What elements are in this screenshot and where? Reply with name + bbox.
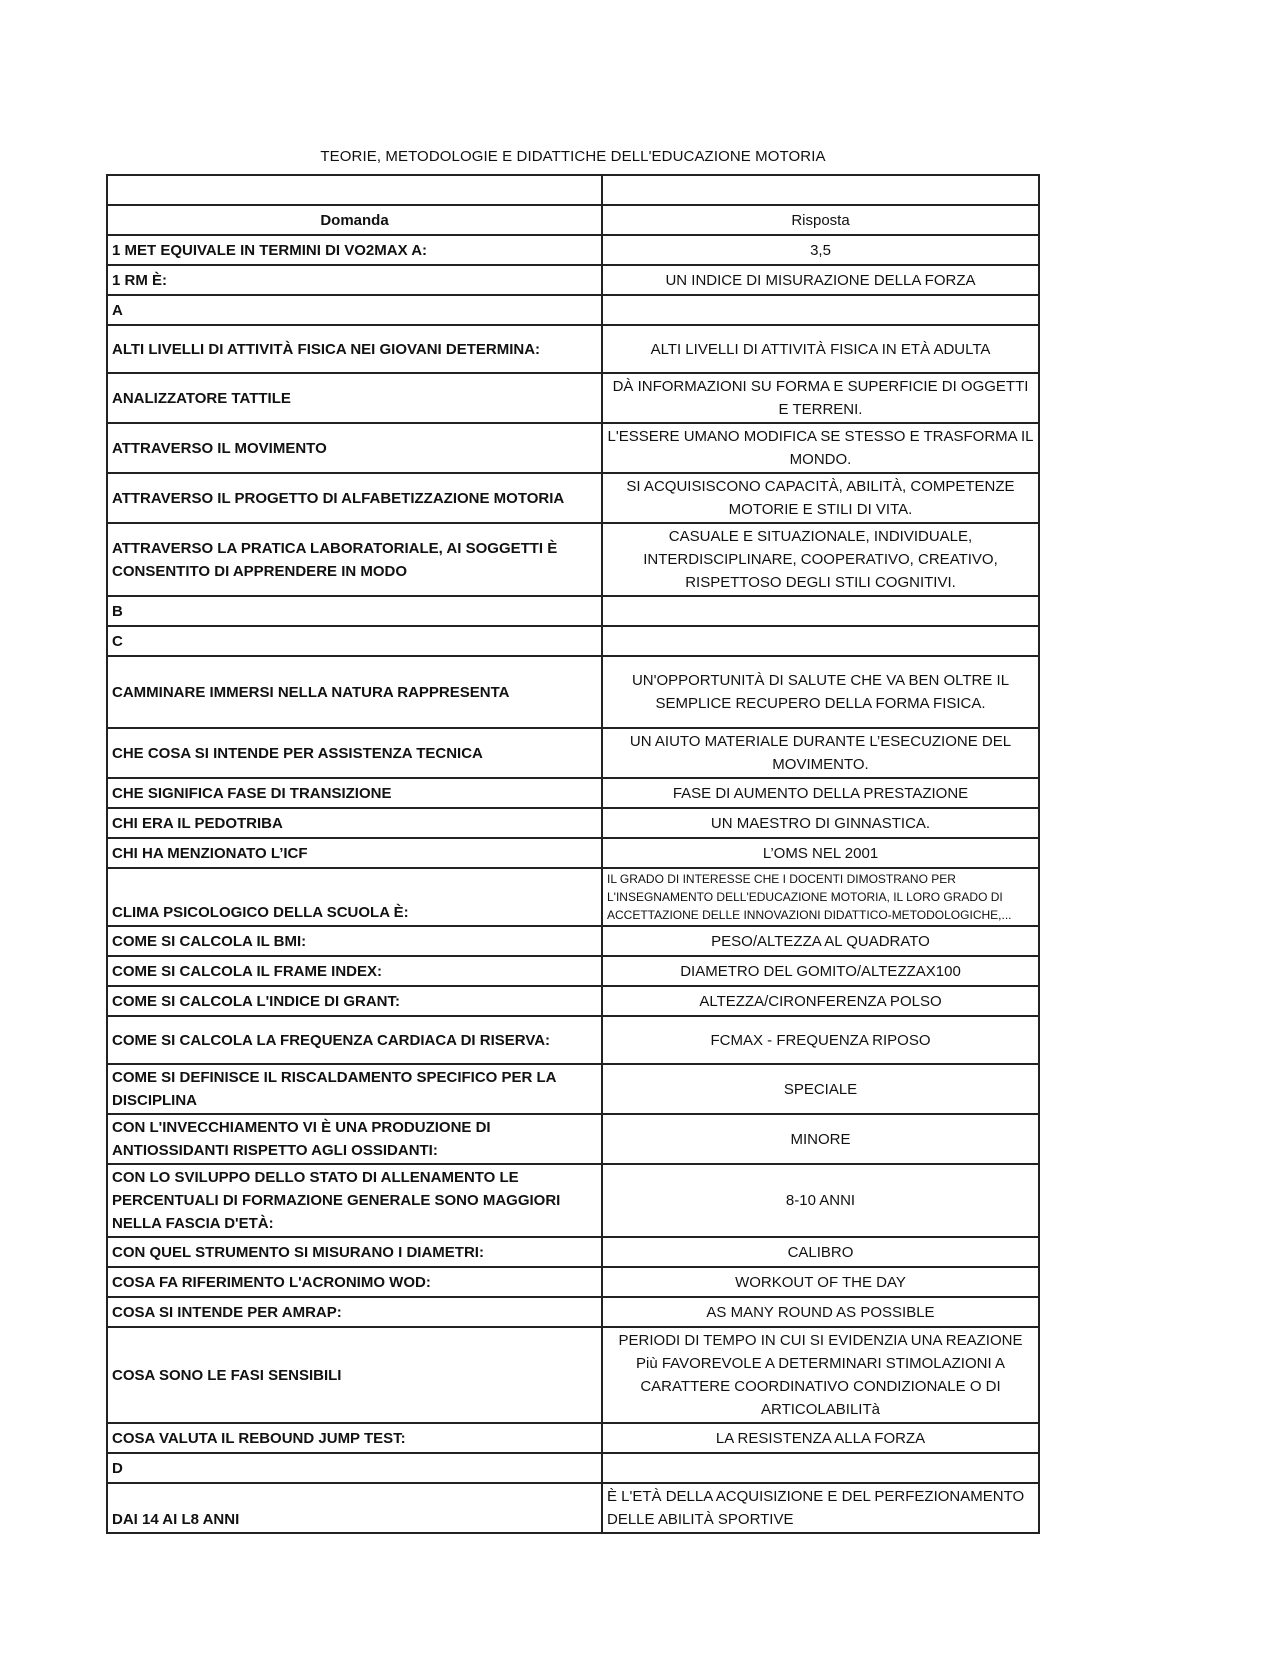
table-row — [107, 1267, 1039, 1297]
question-cell: CHI HA MENZIONATO L’ICF — [107, 838, 602, 868]
empty-cell — [602, 175, 1039, 205]
question-cell: COSA VALUTA IL REBOUND JUMP TEST: — [107, 1423, 602, 1453]
question-cell: CON L'INVECCHIAMENTO VI È UNA PRODUZIONE DI ANTIOSSIDANTI RISPETTO AGLI OSSIDANTI: — [107, 1114, 602, 1164]
table-row — [107, 956, 1039, 986]
question-cell: ANALIZZATORE TATTILE — [107, 373, 602, 423]
answer-cell: 8-10 ANNI — [602, 1164, 1039, 1237]
question-cell: COME SI CALCOLA IL BMI: — [107, 926, 602, 956]
table-row — [107, 1483, 1039, 1533]
answer-cell: ALTI LIVELLI DI ATTIVITÀ FISICA IN ETÀ ADULTA — [602, 325, 1039, 373]
table-header-row — [107, 205, 1039, 235]
section-letter: B — [107, 596, 602, 626]
table-row — [107, 1423, 1039, 1453]
answer-cell: UN AIUTO MATERIALE DURANTE L’ESECUZIONE DEL MOVIMENTO. — [602, 728, 1039, 778]
answer-cell — [602, 596, 1039, 626]
question-cell: CAMMINARE IMMERSI NELLA NATURA RAPPRESENTA — [107, 656, 602, 728]
answer-cell: ALTEZZA/CIRONFERENZA POLSO — [602, 986, 1039, 1016]
answer-cell: FCMAX - FREQUENZA RIPOSO — [602, 1016, 1039, 1064]
answer-cell: CASUALE E SITUAZIONALE, INDIVIDUALE, INTERDISCIPLINARE, COOPERATIVO, CREATIVO, RISPETTOSO DEGLI STILI COGNITIVI. — [602, 523, 1039, 596]
table-row — [107, 1064, 1039, 1114]
answer-cell — [602, 626, 1039, 656]
answer-cell: DÀ INFORMAZIONI SU FORMA E SUPERFICIE DI OGGETTI E TERRENI. — [602, 373, 1039, 423]
question-cell: 1 RM È: — [107, 265, 602, 295]
document-title: TEORIE, METODOLOGIE E DIDATTICHE DELL'EDUCAZIONE MOTORIA — [320, 148, 826, 165]
table-row — [107, 325, 1039, 373]
answer-cell: AS MANY ROUND AS POSSIBLE — [602, 1297, 1039, 1327]
question-cell: COSA SONO LE FASI SENSIBILI — [107, 1327, 602, 1423]
answer-cell: È L'ETÀ DELLA ACQUISIZIONE E DEL PERFEZIONAMENTO DELLE ABILITÀ SPORTIVE — [602, 1483, 1039, 1533]
section-row — [107, 295, 1039, 325]
question-cell: COSA SI INTENDE PER AMRAP: — [107, 1297, 602, 1327]
answer-cell: L’OMS NEL 2001 — [602, 838, 1039, 868]
answer-cell: SI ACQUISISCONO CAPACITÀ, ABILITÀ, COMPETENZE MOTORIE E STILI DI VITA. — [602, 473, 1039, 523]
table-row — [107, 235, 1039, 265]
answer-cell: 3,5 — [602, 235, 1039, 265]
answer-cell: DIAMETRO DEL GOMITO/ALTEZZAX100 — [602, 956, 1039, 986]
answer-cell: SPECIALE — [602, 1064, 1039, 1114]
table-row — [107, 868, 1039, 926]
section-row — [107, 626, 1039, 656]
header-answer: Risposta — [602, 205, 1039, 235]
question-cell: CON QUEL STRUMENTO SI MISURANO I DIAMETRI: — [107, 1237, 602, 1267]
answer-cell: WORKOUT OF THE DAY — [602, 1267, 1039, 1297]
table-row — [107, 423, 1039, 473]
answer-cell — [602, 1453, 1039, 1483]
table-row — [107, 1114, 1039, 1164]
question-cell: CHE SIGNIFICA FASE DI TRANSIZIONE — [107, 778, 602, 808]
section-letter: C — [107, 626, 602, 656]
question-cell: CHI ERA IL PEDOTRIBA — [107, 808, 602, 838]
table-row — [107, 728, 1039, 778]
answer-cell: UN INDICE DI MISURAZIONE DELLA FORZA — [602, 265, 1039, 295]
table-row — [107, 1297, 1039, 1327]
table-row-empty — [107, 175, 1039, 205]
answer-cell: CALIBRO — [602, 1237, 1039, 1267]
question-cell: COME SI CALCOLA IL FRAME INDEX: — [107, 956, 602, 986]
table-row — [107, 1327, 1039, 1423]
answer-cell: MINORE — [602, 1114, 1039, 1164]
question-cell: CHE COSA SI INTENDE PER ASSISTENZA TECNICA — [107, 728, 602, 778]
table-row — [107, 373, 1039, 423]
answer-cell: PESO/ALTEZZA AL QUADRATO — [602, 926, 1039, 956]
question-cell: ATTRAVERSO IL MOVIMENTO — [107, 423, 602, 473]
table-row — [107, 808, 1039, 838]
question-cell: COME SI CALCOLA L'INDICE DI GRANT: — [107, 986, 602, 1016]
section-letter: A — [107, 295, 602, 325]
answer-cell: PERIODI DI TEMPO IN CUI SI EVIDENZIA UNA REAZIONE Più FAVOREVOLE A DETERMINARI STIMOLAZIONI A CARATTERE COORDINATIVO CONDIZIONALE O DI ARTICOLABILITà — [602, 1327, 1039, 1423]
table-row — [107, 656, 1039, 728]
header-question: Domanda — [107, 205, 602, 235]
section-row — [107, 1453, 1039, 1483]
table-row — [107, 265, 1039, 295]
section-letter: D — [107, 1453, 602, 1483]
question-cell: CLIMA PSICOLOGICO DELLA SCUOLA È: — [107, 868, 602, 926]
question-cell: ALTI LIVELLI DI ATTIVITÀ FISICA NEI GIOVANI DETERMINA: — [107, 325, 602, 373]
question-cell: ATTRAVERSO IL PROGETTO DI ALFABETIZZAZIONE MOTORIA — [107, 473, 602, 523]
table-row — [107, 523, 1039, 596]
question-cell: CON LO SVILUPPO DELLO STATO DI ALLENAMENTO LE PERCENTUALI DI FORMAZIONE GENERALE SONO MAGGIORI NELLA FASCIA D'ETÀ: — [107, 1164, 602, 1237]
question-cell: COSA FA RIFERIMENTO L'ACRONIMO WOD: — [107, 1267, 602, 1297]
answer-cell: FASE DI AUMENTO DELLA PRESTAZIONE — [602, 778, 1039, 808]
qa-table — [106, 174, 1040, 1534]
answer-cell: UN MAESTRO DI GINNASTICA. — [602, 808, 1039, 838]
question-cell: 1 MET EQUIVALE IN TERMINI DI VO2MAX A: — [107, 235, 602, 265]
answer-cell — [602, 295, 1039, 325]
answer-cell: UN'OPPORTUNITÀ DI SALUTE CHE VA BEN OLTRE IL SEMPLICE RECUPERO DELLA FORMA FISICA. — [602, 656, 1039, 728]
section-row — [107, 596, 1039, 626]
table-row — [107, 778, 1039, 808]
question-cell: COME SI DEFINISCE IL RISCALDAMENTO SPECIFICO PER LA DISCIPLINA — [107, 1064, 602, 1114]
table-row — [107, 473, 1039, 523]
empty-cell — [107, 175, 602, 205]
question-cell: ATTRAVERSO LA PRATICA LABORATORIALE, AI SOGGETTI È CONSENTITO DI APPRENDERE IN MODO — [107, 523, 602, 596]
table-row — [107, 926, 1039, 956]
table-row — [107, 1164, 1039, 1237]
answer-cell: IL GRADO DI INTERESSE CHE I DOCENTI DIMOSTRANO PER L'INSEGNAMENTO DELL'EDUCAZIONE MOTORIA, IL LORO GRADO DI ACCETTAZIONE DELLE INNOVAZIONI DIDATTICO-METODOLOGICHE,... — [602, 868, 1039, 926]
table-row — [107, 1237, 1039, 1267]
table-row — [107, 838, 1039, 868]
question-cell: COME SI CALCOLA LA FREQUENZA CARDIACA DI RISERVA: — [107, 1016, 602, 1064]
question-cell: DAI 14 AI L8 ANNI — [107, 1483, 602, 1533]
table-row — [107, 986, 1039, 1016]
answer-cell: LA RESISTENZA ALLA FORZA — [602, 1423, 1039, 1453]
answer-cell: L'ESSERE UMANO MODIFICA SE STESSO E TRASFORMA IL MONDO. — [602, 423, 1039, 473]
table-row — [107, 1016, 1039, 1064]
